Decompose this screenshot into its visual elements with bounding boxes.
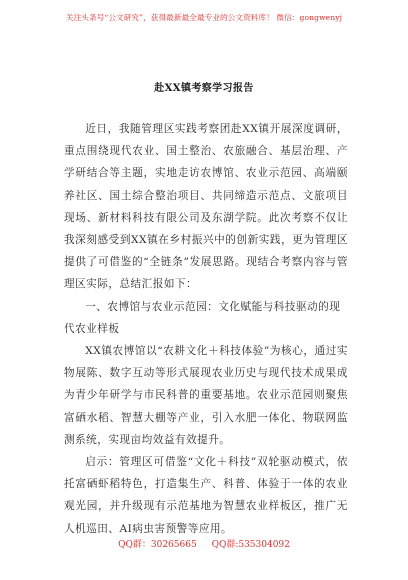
body-paragraph: XX镇农博馆以“农耕文化＋科技体验”为核心，通过实物展陈、数字互动等形式展现农业历史与现代技术成果成为青少年研学与市民科普的重要基地。农业示范园则聚焦富硒水稻、智慧大棚等产业，引入水肥一体化、物联网监测系统，实现亩均效益有效提升。 <box>64 345 348 446</box>
intro-paragraph: 近日，我随管理区实践考察团赴XX镇开展深度调研，重点围绕现代农业、国土整治、农旅融合、基层治理、产学研结合等主题，实地走访农博馆、农业示范园、高端颐养社区、国土综合整治项目、共同缔造示范点、文旅项目现场、新材料科技有限公司及东湖学院。此次考察不仅让我深刻感受到XX镇在乡村振兴中的创新实践，更为管理区提供了可借鉴的“全链条”发展思路。现结合考察内容与管理区实际，总结汇报如下： <box>64 123 348 291</box>
document-body <box>64 118 348 540</box>
footer <box>0 537 408 550</box>
insight-paragraph: 启示：管理区可借鉴“文化＋科技”双轮驱动模式，依托富硒虾稻特色，打造集生产、科普、体验于一体的农业观光园，并升级现有示范基地为智慧农业样板区，推广无人机巡田、AI病虫害预警等应用。 <box>64 456 348 535</box>
section-heading: 一、农博馆与农业示范园：文化赋能与科技驱动的现代农业样板 <box>64 300 341 335</box>
header-banner: 关注头条号“公文研究”，获得最新最全最专业的公文资料库！ 微信：gongwenyj <box>65 13 343 22</box>
footer-qq-group-2: QQ群:535304092 <box>211 540 290 550</box>
footer-qq-group-1: QQ群：30265665 <box>118 540 197 550</box>
document-title: 赴XX镇考察学习报告 <box>154 83 254 94</box>
